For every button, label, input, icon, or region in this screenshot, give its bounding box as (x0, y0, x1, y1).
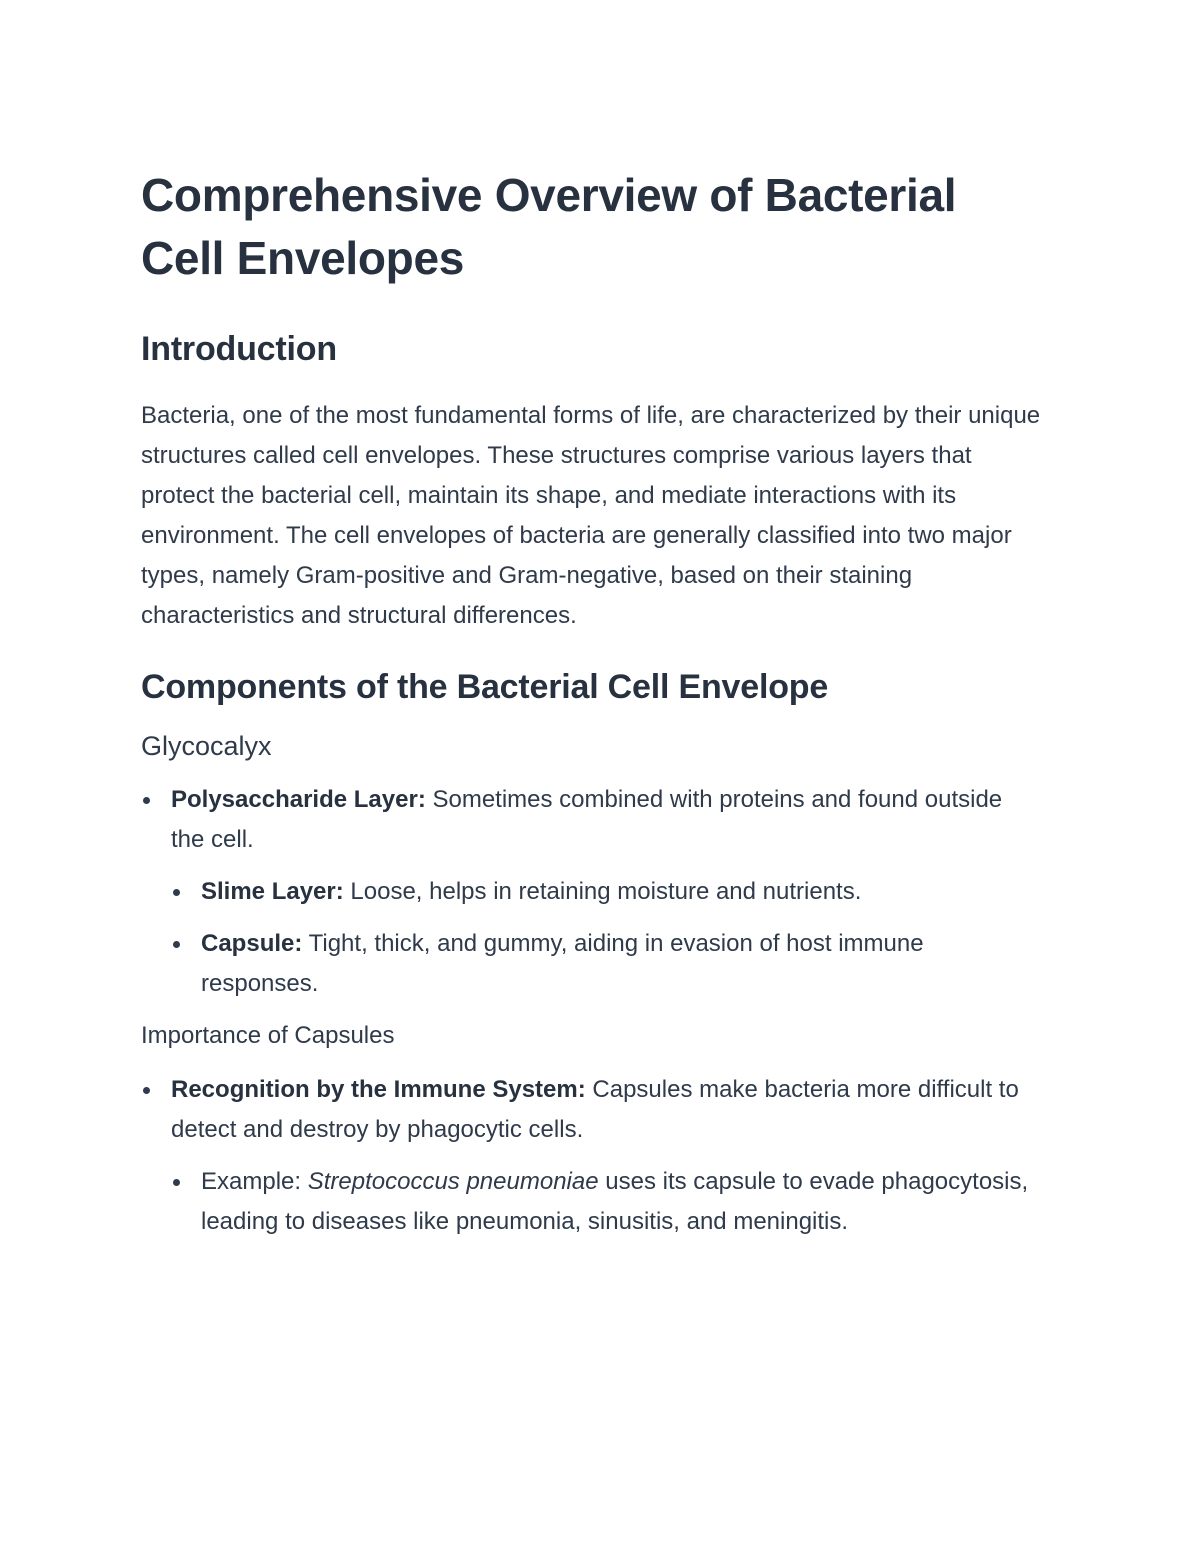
species-name: Streptococcus pneumoniae (307, 1168, 599, 1195)
list-item-immune-recognition (141, 1070, 1041, 1242)
capsules-heading: Importance of Capsules (141, 1022, 395, 1049)
list-item-polysaccharide-layer (141, 780, 1041, 1004)
bullet-icon (173, 889, 180, 896)
bullet-icon (173, 1179, 180, 1186)
glycocalyx-sublist (171, 872, 1041, 1004)
list-item-example (171, 1162, 1041, 1242)
list-item-text: Loose, helps in retaining moisture and nutrients. (343, 878, 862, 905)
list-item-text: Capsules make bacteria more difficult to detect and destroy by phagocytic cells. (171, 1076, 1019, 1143)
document-page (141, 164, 1041, 1242)
list-item-capsule (171, 924, 1041, 1004)
list-item-slime-layer (171, 872, 1041, 912)
capsules-sublist (171, 1162, 1041, 1242)
glycocalyx-heading: Glycocalyx (141, 731, 272, 761)
document-title: Comprehensive Overview of Bacterial Cell Envelopes (141, 169, 957, 284)
introduction-paragraph: Bacteria, one of the most fundamental forms of life, are characterized by their unique structures called cell envelopes. These structures comprise various layers that protect the bacterial cell, maintain its shape, and mediate interactions with its environment. The cell envelopes of bacteria are generally classified into two major types, namely Gram-positive and Gram-negative, based on their staining characteristics and structural differences. (141, 402, 1041, 629)
components-heading: Components of the Bacterial Cell Envelope (141, 668, 829, 706)
introduction-heading: Introduction (141, 330, 337, 368)
capsules-list (141, 1070, 1041, 1242)
list-item-text: Tight, thick, and gummy, aiding in evasion of host immune responses. (201, 930, 924, 997)
list-item-term: Slime Layer: (201, 878, 344, 905)
bullet-icon (173, 941, 180, 948)
glycocalyx-list (141, 780, 1041, 1004)
list-item-term: Polysaccharide Layer: (171, 786, 426, 813)
bullet-icon (143, 797, 150, 804)
list-item-text: uses its capsule to evade phagocytosis, leading to diseases like pneumonia, sinusitis, and meningitis. (201, 1168, 1029, 1235)
bullet-icon (143, 1087, 150, 1094)
example-prefix: Example: (201, 1168, 308, 1195)
list-item-text: Sometimes combined with proteins and found outside the cell. (171, 786, 1003, 853)
list-item-term: Capsule: (201, 930, 303, 957)
list-item-term: Recognition by the Immune System: (171, 1076, 586, 1103)
